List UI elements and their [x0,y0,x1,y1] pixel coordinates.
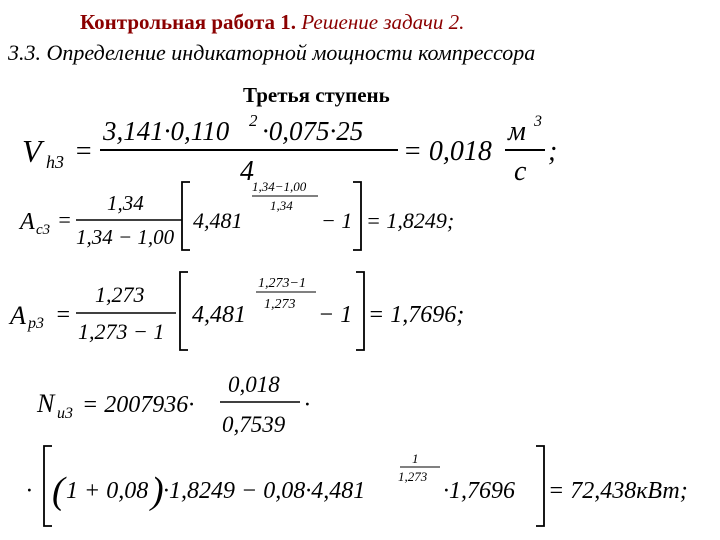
slide-subtitle: 3.3. Определение индикаторной мощности компрессора [8,40,536,65]
ac3-bracket-left [182,182,190,250]
ap3-lhs: A [10,301,26,330]
ap3-exp-den: 1,273 [264,297,296,312]
ac3-frac-num: 1,34 [107,191,144,215]
ac3-bracket-right [353,182,361,250]
vh3-result: = 0,018 [403,136,492,167]
last-paren-open: ( [52,470,65,512]
formula-vh3 [22,111,557,187]
ap3-frac-num: 1,273 [95,282,145,307]
section-heading: Третья ступень [243,83,390,107]
vh3-lhs-sub: h3 [46,152,64,172]
last-tail: ·1,7696 [443,478,515,504]
ac3-eq: = [57,207,72,232]
formula-nu3 [36,372,310,437]
formula-last [26,446,688,526]
nu3-lhs-sub: и3 [57,405,73,422]
vh3-unit-num: м [508,116,526,147]
ac3-minus-one: − 1 [321,208,353,233]
vh3-denominator: 4 [240,156,254,187]
title-bold: Контрольная работа 1. [80,10,297,34]
ac3-exp-den: 1,34 [270,198,293,213]
title-italic: Решение задачи 2. [301,10,465,34]
ap3-lhs-sub: р3 [28,315,44,332]
formula-ap3 [8,272,464,350]
last-exp-num: 1 [412,451,419,466]
vh3-unit-den: с [514,156,527,187]
vh3-numerator: 3,141·0,110 [103,116,230,146]
ac3-base: 4,481 [193,208,243,233]
ac3-exp-num: 1,34−1,00 [252,179,307,194]
formula-ac3 [18,179,454,250]
last-bracket-left [44,446,52,526]
last-exp-den: 1,273 [398,469,428,484]
ap3-exp-num: 1,273−1 [258,276,306,291]
vh3-unit-exp: 3 [534,113,542,130]
ap3-frac-den: 1,273 − 1 [78,319,165,344]
ap3-minus-one: − 1 [318,302,353,328]
ap3-bracket-right [356,272,364,350]
vh3-eq: = [74,136,93,167]
vh3-end: ; [548,136,558,167]
last-paren-close: ) [151,470,164,512]
nu3-frac-num: 0,018 [228,372,280,397]
nu3-frac-den: 0,7539 [222,412,286,437]
nu3-lhs: N [37,389,55,418]
ac3-lhs-sub: c3 [36,222,51,238]
last-inner: 1 + 0,08 [66,478,149,504]
vh3-lhs: V [22,133,42,169]
nu3-dot: · [304,392,310,418]
ap3-result: = 1,7696; [368,302,465,328]
last-mid: ·1,8249 − 0,08·4,481 [163,478,366,504]
ap3-base: 4,481 [192,302,246,328]
vh3-numerator-exp: 2 [249,111,258,130]
vh3-numerator-tail: ·0,075·25 [262,116,364,146]
ap3-eq: = [55,302,72,328]
ac3-lhs: A [20,209,35,235]
ap3-bracket-left [180,272,188,350]
ac3-frac-den: 1,34 − 1,00 [76,225,175,249]
last-result: = 72,438кВт; [548,478,688,504]
nu3-eq: = 2007936· [82,392,195,418]
last-dot: · [26,478,32,504]
ac3-result: = 1,8249; [366,208,455,233]
last-bracket-right [536,446,544,526]
